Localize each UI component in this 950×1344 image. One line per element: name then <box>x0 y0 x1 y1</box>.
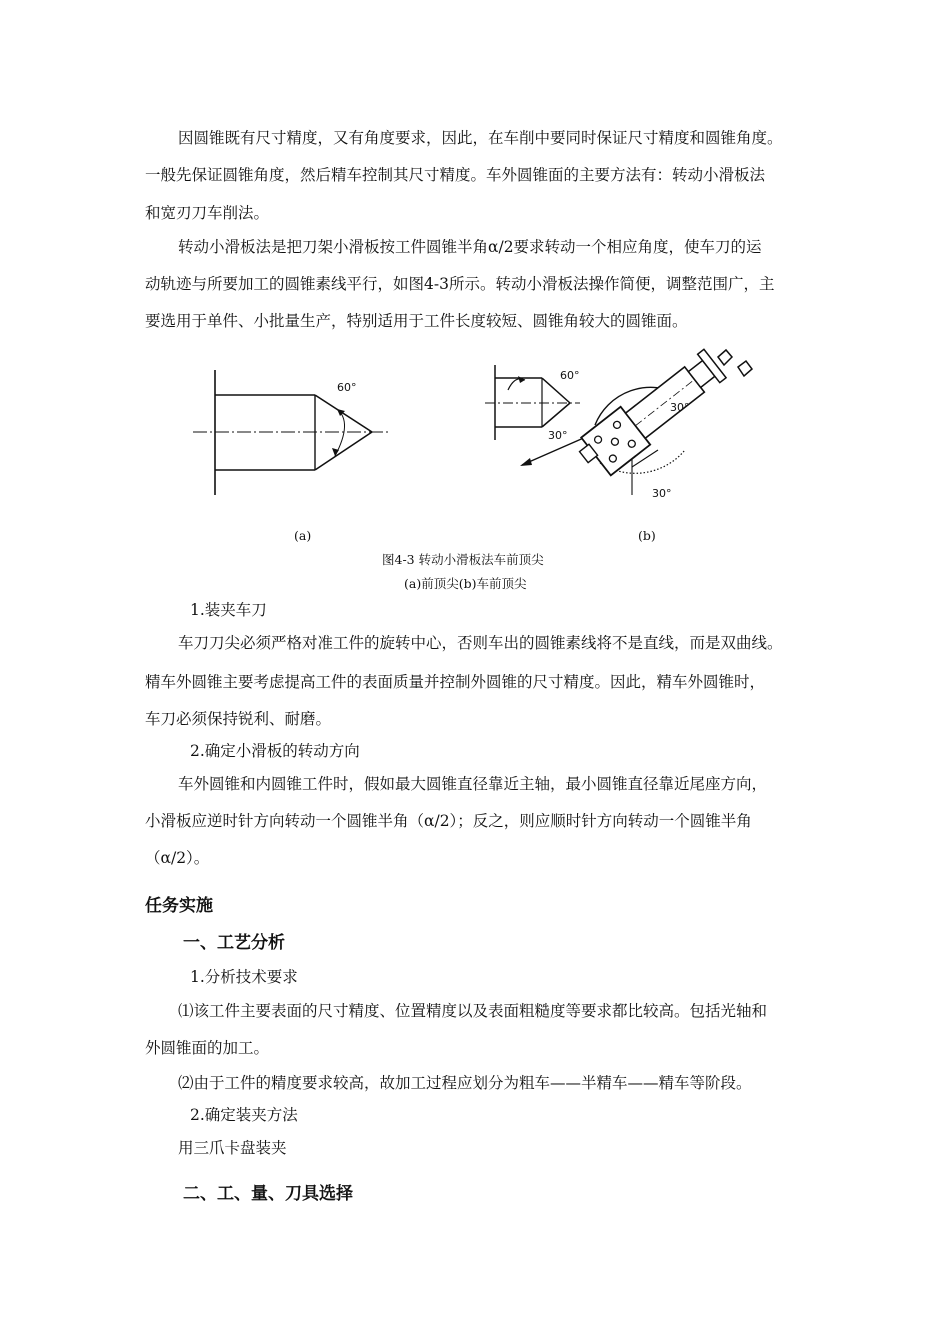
section1-line3: 车刀必须保持锐利、耐磨。 <box>145 710 332 728</box>
figure-b-angle-bottom: 30° <box>652 487 672 500</box>
section2-line3: （α/2）。 <box>145 849 210 867</box>
intro-p2-line3: 要选用于单件、小批量生产，特别适用于工件长度较短、圆锥角较大的圆锥面。 <box>145 312 688 330</box>
clamping-text: 用三爪卡盘装夹 <box>178 1139 287 1157</box>
intro-p2-line2: 动轨迹与所要加工的圆锥素线平行，如图4-3所示。转动小滑板法操作简便，调整范围广，主 <box>145 275 775 293</box>
item1-line1: ⑴该工件主要表面的尺寸精度、位置精度以及表面粗糙度等要求都比较高。包括光轴和 <box>178 1002 768 1020</box>
figure-label-a: (a) <box>294 528 312 543</box>
section1-line1: 车刀刀尖必须严格对准工件的旋转中心，否则车出的圆锥素线将不是直线，而是双曲线。 <box>178 634 783 652</box>
tool-selection-heading: 二、工、量、刀具选择 <box>183 1184 353 1204</box>
section2-title: 2.确定小滑板的转动方向 <box>190 742 360 760</box>
figure-b-angle-right: 30° <box>670 401 690 414</box>
clamping-subtitle: 2.确定装夹方法 <box>190 1106 298 1124</box>
figure-label-b: (b) <box>638 528 656 543</box>
figure-b-turning-front-center <box>480 345 780 510</box>
section2-line2: 小滑板应逆时针方向转动一个圆锥半角（α/2）；反之，则应顺时针方向转动一个圆锥半角 <box>145 812 752 830</box>
section1-title: 1.装夹车刀 <box>190 601 267 619</box>
intro-p2-line1: 转动小滑板法是把刀架小滑板按工件圆锥半角α/2要求转动一个相应角度，使车刀的运 <box>178 238 762 256</box>
task-heading: 任务实施 <box>145 896 213 916</box>
figure-caption: 图4-3 转动小滑板法车前顶尖 <box>382 552 544 567</box>
figure-a-angle-label: 60° <box>337 381 357 394</box>
figure-a-front-center <box>185 360 400 505</box>
intro-p1-line1: 因圆锥既有尺寸精度，又有角度要求，因此，在车削中要同时保证尺寸精度和圆锥角度。 <box>178 129 783 147</box>
figure-subcaption: (a)前顶尖(b)车前顶尖 <box>404 576 527 591</box>
analysis-subtitle: 1.分析技术要求 <box>190 968 298 986</box>
item2-line: ⑵由于工件的精度要求较高，故加工过程应划分为粗车——半精车——精车等阶段。 <box>178 1074 752 1092</box>
intro-p1-line3: 和宽刃刀车削法。 <box>145 204 270 222</box>
section1-line2: 精车外圆锥主要考虑提高工件的表面质量并控制外圆锥的尺寸精度。因此，精车外圆锥时， <box>145 673 766 691</box>
item1-line2: 外圆锥面的加工。 <box>145 1039 270 1057</box>
process-analysis-heading: 一、工艺分析 <box>183 933 285 953</box>
intro-p1-line2: 一般先保证圆锥角度，然后精车控制其尺寸精度。车外圆锥面的主要方法有：转动小滑板法 <box>145 166 766 184</box>
section2-line1: 车外圆锥和内圆锥工件时，假如最大圆锥直径靠近主轴，最小圆锥直径靠近尾座方向， <box>178 775 768 793</box>
figure-b-angle-top: 60° <box>560 369 580 382</box>
figure-b-angle-left: 30° <box>548 429 568 442</box>
